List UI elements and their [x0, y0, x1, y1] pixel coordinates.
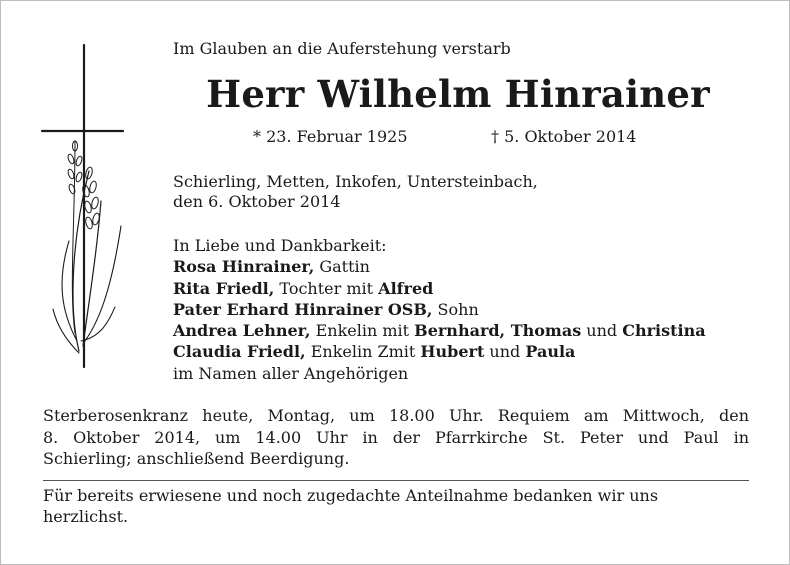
mourner-family: Bernhard, Thomas [414, 321, 582, 341]
places-line: Schierling, Metten, Inkofen, Untersteinbach, [173, 172, 538, 191]
places-and-date [173, 172, 538, 212]
mourners-heading: In Liebe und Dankbarkeit: [173, 236, 387, 255]
service-info [43, 405, 749, 470]
mourners-list [173, 235, 706, 384]
mourners-closing: im Namen aller Angehörigen [173, 363, 409, 383]
mourner-row [173, 299, 706, 320]
mourner-relation: Gattin [314, 257, 370, 277]
mourner-conjunction: und [581, 321, 623, 341]
mourner-conjunction: und [484, 342, 526, 362]
thanks-line: Für bereits erwiesene und noch zugedachte Anteilnahme bedanken wir uns [43, 486, 659, 505]
mourner-name: Rosa Hinrainer, [173, 257, 315, 277]
deceased-name: Herr Wilhelm Hinrainer [206, 72, 710, 116]
mourner-relation: Enkelin mit [310, 321, 415, 341]
thanks-line: herzlichst. [43, 507, 129, 526]
death-date: † 5. Oktober 2014 [491, 127, 637, 146]
mourner-partner: Alfred [378, 278, 434, 298]
intro-text: Im Glauben an die Auferstehung verstarb [173, 39, 511, 58]
mourner-family: Hubert [420, 342, 485, 362]
mourner-name: Pater Erhard Hinrainer OSB, [173, 299, 433, 319]
service-line: Sterberosenkranz heute, Montag, um 18.00 Uhr. Requiem am Mittwoch, den [43, 406, 749, 425]
mourner-row [173, 341, 706, 362]
mourner-relation: Enkelin Zmit [305, 342, 421, 362]
mourner-name: Andrea Lehner, [173, 321, 311, 341]
mourner-name: Claudia Friedl, [173, 342, 306, 362]
life-dates [253, 127, 637, 147]
mourner-relation: Tochter mit [274, 278, 379, 298]
mourner-row [173, 320, 706, 341]
birth-date: * 23. Februar 1925 [253, 127, 408, 146]
mourner-family: Paula [525, 342, 576, 362]
service-line: 8. Oktober 2014, um 14.00 Uhr in der Pfarrkirche St. Peter und Paul in [43, 427, 749, 447]
mourner-family: Christina [622, 321, 706, 341]
thanks-text [43, 485, 749, 527]
cross-with-wheat-icon [39, 41, 131, 371]
mourner-row [173, 278, 706, 299]
mourner-name: Rita Friedl, [173, 278, 275, 298]
mourner-relation: Sohn [432, 299, 479, 319]
divider [43, 480, 749, 481]
notice-date: den 6. Oktober 2014 [173, 192, 341, 211]
mourner-row [173, 256, 706, 277]
service-line: Schierling; anschließend Beerdigung. [43, 449, 350, 468]
